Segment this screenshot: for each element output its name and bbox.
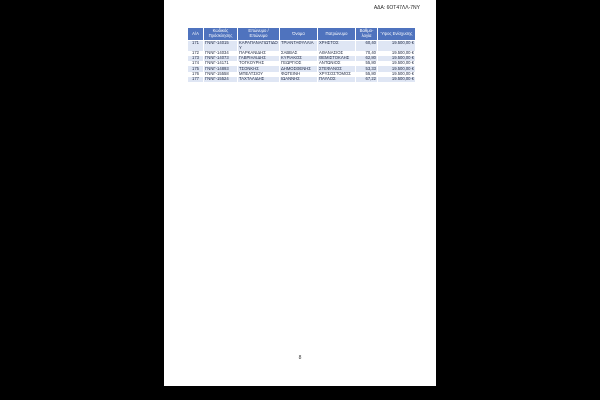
cell-amount: 19.500,00 €: [378, 56, 416, 61]
cell-amount: 19.500,00 €: [378, 72, 416, 77]
cell-code: ΓΝΝΓ-15524: [204, 77, 238, 82]
cell-score: 53,33: [356, 66, 378, 71]
cell-patronym: ΣΤΕΦΑΝΟΣ: [318, 66, 356, 71]
cell-name: ΔΗΜΟΣΘΕΝΗΣ: [280, 66, 318, 71]
cell-amount: 19.500,00 €: [378, 51, 416, 56]
cell-surname: ΤΣΟΝΚΗΣ: [238, 66, 280, 71]
cell-surname: ΓΑΒΡΙΗΛΙΔΗΣ: [238, 56, 280, 61]
cell-score: 62,80: [356, 56, 378, 61]
cell-name: ΣΑΒΒΑΣ: [280, 51, 318, 56]
header-patronym: Πατρώνυμο: [318, 28, 356, 41]
header-code: Κωδικός Πρόσκλησης: [204, 28, 238, 41]
cell-code: ΓΝΝΓ-14034: [204, 51, 238, 56]
header-score: Βαθμο-λογία: [356, 28, 378, 41]
header-aa: Α/Α: [188, 28, 204, 41]
cell-surname: ΤΑΧΤΑΛΙΔΗΣ: [238, 77, 280, 82]
cell-name: ΤΡΙΑΝΤΑΦΥΛΛΙΑ: [280, 41, 318, 51]
cell-amount: 19.500,00 €: [378, 41, 416, 51]
header-amount: Ύψος Ενίσχυσης: [378, 28, 416, 41]
cell-score: 55,80: [356, 61, 378, 66]
cell-code: ΓΝΝΓ-14893: [204, 66, 238, 71]
cell-name: ΙΩΑΝΝΗΣ: [280, 77, 318, 82]
cell-score: 60,40: [356, 41, 378, 51]
document-page: [164, 0, 436, 386]
cell-amount: 19.500,00 €: [378, 66, 416, 71]
cell-patronym: ΘΕΜΙΣΤΟΚΛΗΣ: [318, 56, 356, 61]
cell-name: ΦΩΤΕΙΝΗ: [280, 72, 318, 77]
cell-patronym: ΧΡΥΣΟΣΤΟΜΟΣ: [318, 72, 356, 77]
cell-name: ΓΕΩΡΓΙΟΣ: [280, 61, 318, 66]
cell-score: 55,80: [356, 72, 378, 77]
cell-code: ΓΝΝΓ-14073: [204, 56, 238, 61]
cell-aa: 172: [188, 51, 204, 56]
cell-patronym: ΑΘΑΝΑΣΙΟΣ: [318, 51, 356, 56]
cell-aa: 175: [188, 66, 204, 71]
cell-amount: 19.500,00 €: [378, 61, 416, 66]
cell-score: 70,40: [356, 51, 378, 56]
cell-aa: 177: [188, 77, 204, 82]
cell-aa: 174: [188, 61, 204, 66]
cell-code: ΓΝΝΓ-14015: [204, 41, 238, 51]
table-header-row: [188, 28, 416, 41]
cell-name: ΚΥΡΙΑΚΟΣ: [280, 56, 318, 61]
cell-aa: 173: [188, 56, 204, 61]
beneficiaries-table: [187, 27, 416, 82]
ada-label: ΑΔΑ: 6ΟΤ47ΛΛ-7ΝΥ: [373, 5, 420, 11]
cell-code: ΓΝΝΓ-14171: [204, 61, 238, 66]
cell-aa: 171: [188, 41, 204, 51]
cell-patronym: ΑΝΤΩΝΙΟΣ: [318, 61, 356, 66]
cell-code: ΓΝΝΓ-15558: [204, 72, 238, 77]
cell-surname: ΤΟΓΚΟΥΡΗΣ: [238, 61, 280, 66]
cell-surname: ΠΑΡΚΑΝΙΔΗΣ: [238, 51, 280, 56]
table-row: [188, 77, 416, 82]
header-name: Όνομα: [280, 28, 318, 41]
cell-aa: 176: [188, 72, 204, 77]
cell-score: 67,22: [356, 77, 378, 82]
page-number: 8: [298, 355, 302, 361]
cell-patronym: ΠΑΥΛΟΣ: [318, 77, 356, 82]
header-surname: Επώνυμο / Επώνυμο: [238, 28, 280, 41]
table-row: [188, 41, 416, 51]
cell-patronym: ΧΡΗΣΤΟΣ: [318, 41, 356, 51]
cell-amount: 19.500,00 €: [378, 77, 416, 82]
cell-surname: ΜΠΕΛΤΣΙΟΥ: [238, 72, 280, 77]
cell-surname: ΚΑΡΑΠΑΝΑΓΙΩΤΙΔΟΥ: [239, 40, 278, 50]
